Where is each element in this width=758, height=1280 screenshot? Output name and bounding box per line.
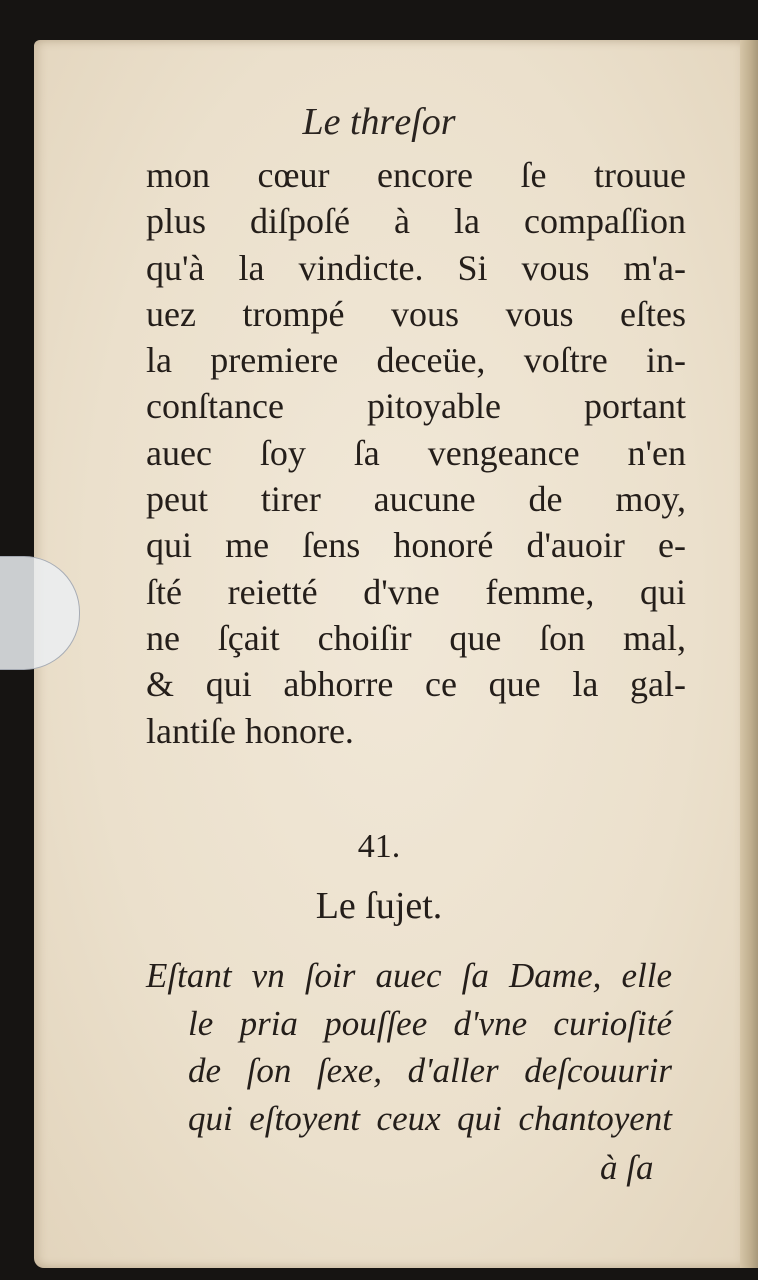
text-line: peut tirer aucune de moy, <box>146 479 686 520</box>
running-title: Le thrеſor <box>302 101 456 143</box>
section-number: 41. <box>357 828 401 865</box>
text-line: conſtance pitoyable portant <box>146 386 686 427</box>
section-subtitle: Le ſujet. <box>315 885 443 927</box>
text-line: & qui abhorre ce que la gal- <box>146 664 686 705</box>
text-line: plus diſpoſé à la compaſſion <box>146 201 686 242</box>
main-paragraph <box>146 152 686 754</box>
text-line: ne ſçait choiſir que ſon mal, <box>146 617 686 658</box>
italic-paragraph <box>146 952 672 1142</box>
italic-line: le pria pouſſee d'vne curioſité <box>188 1003 672 1043</box>
text-line: qu'à la vindicte. Si vous m'a- <box>146 247 686 288</box>
catchword: à ſa <box>600 1148 654 1187</box>
italic-line: Eſtant vn ſoir auec ſa Dame, elle <box>146 956 672 995</box>
italic-line: de ſon ſexe, d'aller deſcouurir <box>188 1051 672 1090</box>
text-line: ſté reietté d'vne femme, qui <box>146 571 686 612</box>
text-line: uez trompé vous vous eſtes <box>146 293 686 334</box>
text-line: la premiere deceüe, voſtre in- <box>146 340 686 381</box>
text-line: auec ſoy ſa vengeance n'en <box>146 432 686 473</box>
text-line: mon cœur encore ſe trouue <box>146 155 686 195</box>
page-gutter <box>740 40 758 1268</box>
text-line: lantiſe honore. <box>146 710 354 751</box>
text-line: qui me ſens honoré d'auoir e- <box>146 525 686 566</box>
italic-line: qui eſtoyent ceux qui chantoyent <box>188 1098 672 1138</box>
